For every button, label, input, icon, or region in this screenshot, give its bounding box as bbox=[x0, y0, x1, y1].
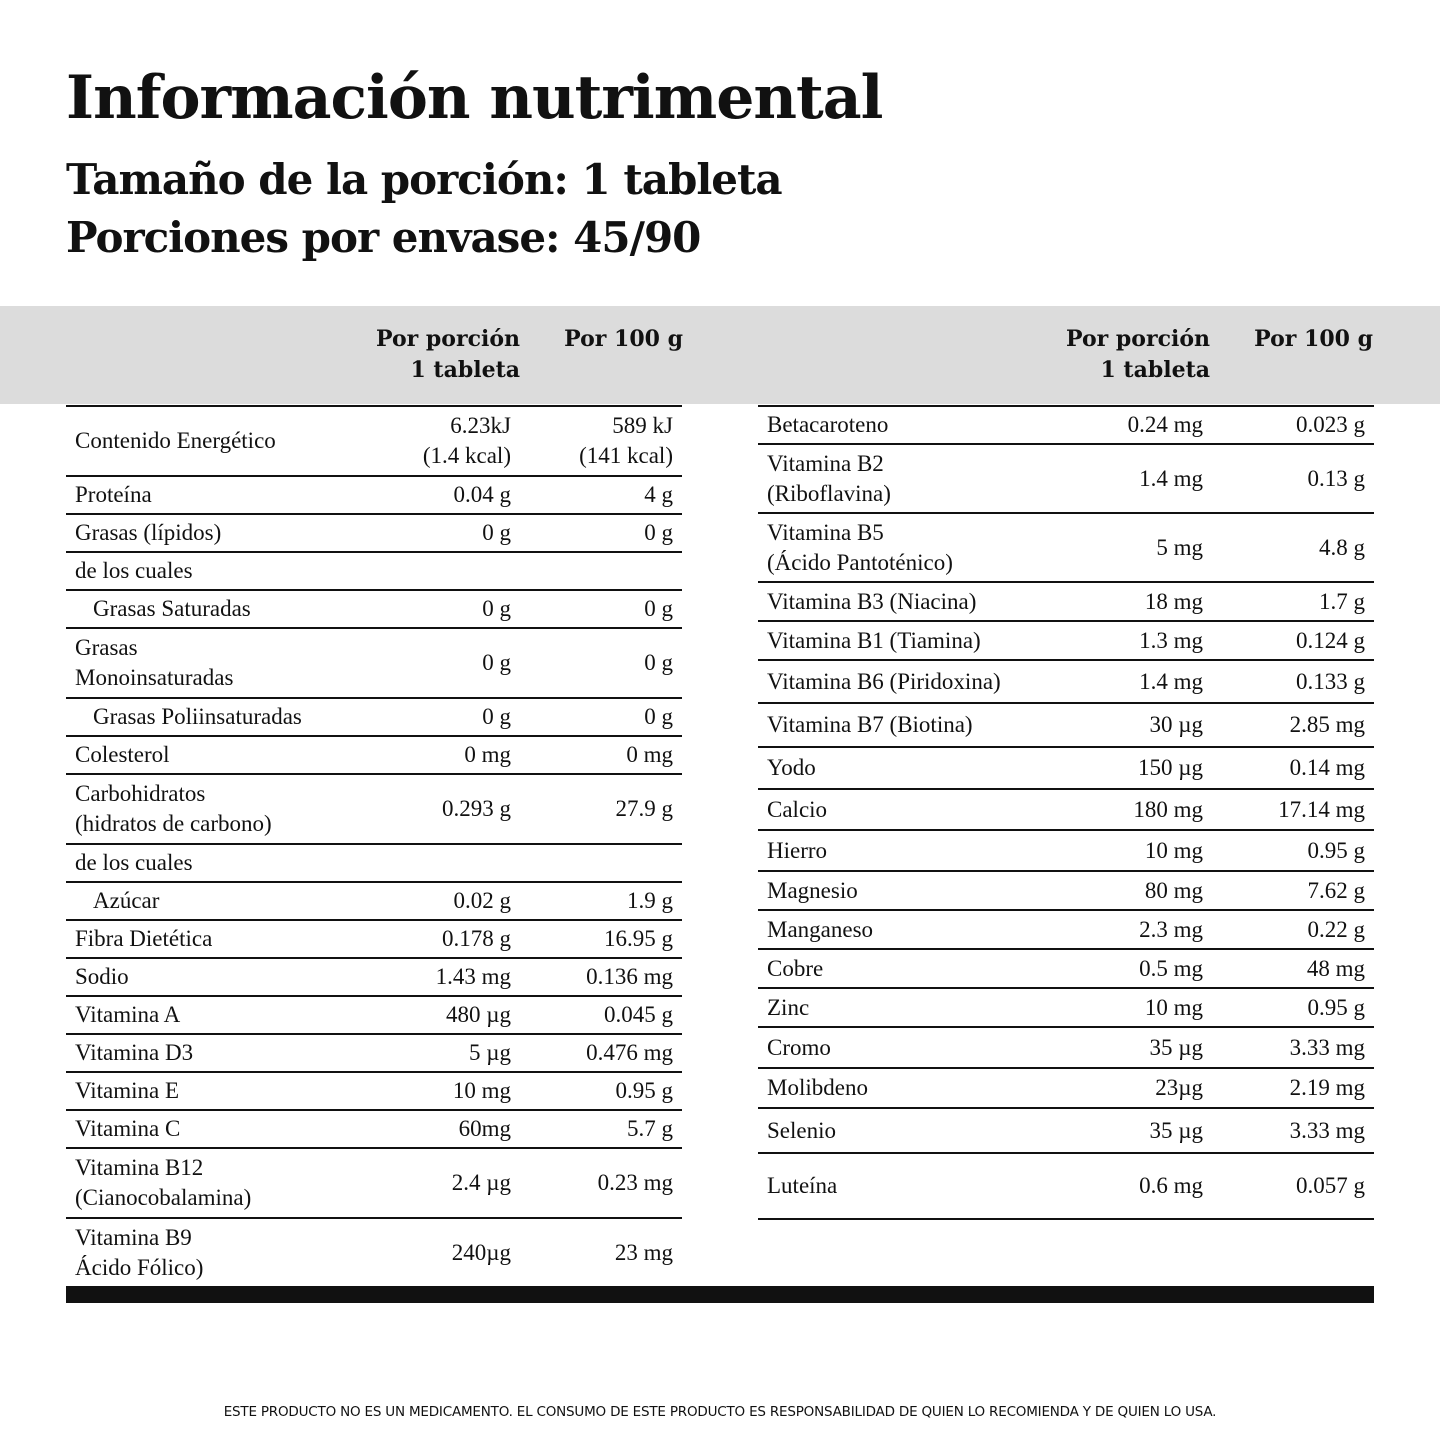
table-row bbox=[758, 622, 1374, 661]
per-serving-value: 2.4 µg bbox=[451, 1170, 511, 1195]
per-serving-value: 240µg bbox=[451, 1240, 511, 1265]
table-row bbox=[758, 661, 1374, 704]
per-100g-value: 2.85 mg bbox=[1289, 712, 1365, 737]
per-100g-value: 0 g bbox=[644, 520, 673, 545]
per-100g-value: 0.124 g bbox=[1296, 627, 1365, 653]
per-100g-value: 0.95 g bbox=[1307, 994, 1365, 1020]
page-title: Información nutrimental bbox=[66, 63, 883, 133]
per-serving-value: 0.24 mg bbox=[1127, 412, 1203, 437]
table-row bbox=[758, 911, 1374, 950]
nutrient-name: Vitamina E bbox=[75, 1078, 180, 1103]
per-serving-value: 6.23kJ (1.4 kcal) bbox=[422, 413, 511, 468]
nutrient-name: Contenido Energético bbox=[75, 428, 276, 453]
nutrient-name: Vitamina B7 (Biotina) bbox=[767, 712, 973, 737]
table-row bbox=[758, 407, 1374, 445]
table-row bbox=[66, 407, 682, 477]
nutrient-name: Selenio bbox=[767, 1117, 836, 1143]
per-100g-value: 0.023 g bbox=[1296, 412, 1365, 437]
nutrient-name: Magnesio bbox=[767, 877, 858, 903]
nutrient-name: Cobre bbox=[767, 955, 824, 981]
table-row bbox=[758, 445, 1374, 514]
per-100g-value: 2.19 mg bbox=[1289, 1075, 1365, 1100]
per-serving-value: 0.02 g bbox=[453, 888, 511, 913]
nutrient-name: Vitamina D3 bbox=[75, 1040, 194, 1065]
per-serving-value bbox=[396, 553, 511, 589]
nutrient-name: Luteína bbox=[767, 1173, 838, 1198]
per-serving-value: 0 mg bbox=[464, 742, 511, 767]
per-100g-value: 0.133 g bbox=[1296, 668, 1365, 694]
table-row bbox=[66, 845, 682, 883]
per-serving-label: Por porción bbox=[376, 326, 520, 352]
nutrient-name: Colesterol bbox=[75, 742, 170, 767]
table-row bbox=[758, 1109, 1374, 1154]
table-row bbox=[66, 959, 682, 997]
per-100g-value: 7.62 g bbox=[1307, 877, 1365, 903]
right-header-per-serving bbox=[1010, 324, 1210, 386]
per-serving-value: 2.3 mg bbox=[1139, 916, 1203, 942]
per-serving-value: 0.293 g bbox=[442, 796, 511, 821]
per-serving-value: 10 mg bbox=[1144, 837, 1203, 863]
per-100g-value: 4.8 g bbox=[1319, 534, 1365, 560]
footer-disclaimer: ESTE PRODUCTO NO ES UN MEDICAMENTO. EL CONSUMO DE ESTE PRODUCTO ES RESPONSABILIDAD DE QUIEN LO RECOMIENDA Y DE QUIEN LO USA. bbox=[223, 1404, 1217, 1420]
nutrient-name: de los cuales bbox=[75, 850, 193, 875]
per-100g-value: 0 g bbox=[644, 650, 673, 675]
table-header-band bbox=[0, 306, 1440, 404]
nutrient-name: Vitamina B12 (Cianocobalamina) bbox=[75, 1155, 252, 1210]
per-100g-value: 27.9 g bbox=[615, 796, 673, 821]
nutrient-name: Zinc bbox=[767, 994, 810, 1020]
per-100g-value: 3.33 mg bbox=[1289, 1034, 1365, 1060]
per-serving-value: 0 g bbox=[482, 650, 511, 675]
per-100g-value: 0 mg bbox=[626, 742, 673, 767]
per-100g-value: 0.95 g bbox=[615, 1078, 673, 1103]
per-100g-value: 0.22 g bbox=[1307, 916, 1365, 942]
per-serving-value: 0 g bbox=[482, 520, 511, 545]
per-serving-value: 0.04 g bbox=[453, 482, 511, 507]
table-row bbox=[66, 1073, 682, 1111]
table-row bbox=[66, 477, 682, 515]
left-header-per-100g bbox=[530, 324, 683, 355]
per-serving-value: 0.178 g bbox=[442, 926, 511, 951]
per-100g-value: 1.7 g bbox=[1319, 588, 1365, 614]
per-100g-value: 0 g bbox=[644, 596, 673, 621]
nutrient-name: Cromo bbox=[767, 1034, 831, 1060]
per-serving-value: 5 µg bbox=[468, 1040, 511, 1065]
nutrient-name: Vitamina B9 Ácido Fólico) bbox=[75, 1225, 204, 1280]
nutrient-name: Vitamina B5 (Ácido Pantoténico) bbox=[767, 519, 953, 575]
table-row bbox=[758, 1154, 1374, 1220]
per-serving-value: 35 µg bbox=[1149, 1034, 1203, 1060]
per-serving-value: 150 µg bbox=[1137, 755, 1203, 780]
nutrient-name: Molibdeno bbox=[767, 1075, 868, 1100]
per-serving-value: 480 µg bbox=[445, 1002, 511, 1027]
table-row bbox=[66, 883, 682, 921]
table-row bbox=[66, 699, 682, 737]
servings-per-container: Porciones por envase: 45/90 bbox=[66, 213, 701, 262]
table-row bbox=[66, 629, 682, 699]
per-serving-value: 1.4 mg bbox=[1139, 465, 1203, 491]
per-100g-value: 0.476 mg bbox=[586, 1040, 673, 1065]
table-row bbox=[66, 737, 682, 775]
nutrient-name: Vitamina A bbox=[75, 1002, 181, 1027]
per-serving-value: 1.3 mg bbox=[1139, 627, 1203, 653]
table-row bbox=[758, 748, 1374, 790]
nutrient-name: Carbohidratos (hidratos de carbono) bbox=[75, 781, 272, 836]
per-100g-value: 23 mg bbox=[614, 1240, 673, 1265]
table-row bbox=[758, 831, 1374, 872]
per-serving-value: 10 mg bbox=[452, 1078, 511, 1103]
per-serving-value: 1.4 mg bbox=[1139, 668, 1203, 694]
nutrient-name: de los cuales bbox=[75, 558, 193, 583]
per-100g-label: Por 100 g bbox=[564, 326, 683, 352]
nutrient-name: Vitamina B2 (Riboflavina) bbox=[767, 450, 891, 506]
per-serving-value: 18 mg bbox=[1144, 588, 1203, 614]
table-row bbox=[758, 583, 1374, 622]
nutrition-table-left bbox=[66, 405, 682, 1289]
per-serving-value bbox=[396, 845, 511, 881]
table-row bbox=[66, 1035, 682, 1073]
nutrient-name: Yodo bbox=[767, 755, 816, 780]
per-serving-value: 0.6 mg bbox=[1139, 1173, 1203, 1198]
left-header-per-serving bbox=[320, 324, 520, 386]
per-serving-label: Por porción bbox=[1066, 326, 1210, 352]
nutrient-name: Vitamina B6 (Piridoxina) bbox=[767, 668, 1001, 694]
nutrient-name: Sodio bbox=[75, 964, 129, 989]
table-row bbox=[66, 997, 682, 1035]
nutrient-name: Grasas Saturadas bbox=[93, 596, 251, 621]
serving-size: Tamaño de la porción: 1 tableta bbox=[66, 155, 782, 204]
nutrient-name: Betacaroteno bbox=[767, 412, 889, 437]
per-serving-value: 180 mg bbox=[1133, 796, 1203, 822]
nutrient-name: Proteína bbox=[75, 482, 152, 507]
per-serving-value: 35 µg bbox=[1149, 1117, 1203, 1143]
per-100g-value: 1.9 g bbox=[627, 888, 673, 913]
nutrient-name: Grasas Poliinsaturadas bbox=[93, 704, 302, 729]
nutrient-name: Vitamina C bbox=[75, 1116, 181, 1141]
table-row bbox=[758, 704, 1374, 748]
table-row bbox=[66, 1219, 682, 1289]
table-row bbox=[66, 591, 682, 629]
nutrition-table-right bbox=[758, 405, 1374, 1220]
per-100g-value: 3.33 mg bbox=[1289, 1117, 1365, 1143]
table-row bbox=[758, 514, 1374, 583]
table-bottom-bar bbox=[66, 1286, 1374, 1303]
per-serving-value: 10 mg bbox=[1144, 994, 1203, 1020]
per-serving-value: 60mg bbox=[458, 1116, 511, 1141]
nutrient-name: Hierro bbox=[767, 837, 828, 863]
per-serving-value: 0 g bbox=[482, 596, 511, 621]
per-100g-value: 48 mg bbox=[1306, 955, 1365, 981]
per-serving-value: 0.5 mg bbox=[1139, 955, 1203, 981]
per-100g-value: 17.14 mg bbox=[1278, 796, 1365, 822]
nutrient-name: Vitamina B3 (Niacina) bbox=[767, 588, 977, 614]
table-row bbox=[758, 1028, 1374, 1069]
per-serving-value: 80 mg bbox=[1144, 877, 1203, 903]
per-100g-value: 16.95 g bbox=[604, 926, 673, 951]
nutrient-name: Manganeso bbox=[767, 916, 874, 942]
per-serving-unit-label: 1 tableta bbox=[410, 357, 520, 383]
table-row bbox=[758, 872, 1374, 911]
table-row bbox=[66, 515, 682, 553]
nutrient-name: Calcio bbox=[767, 796, 828, 822]
per-100g-value: 0.23 mg bbox=[597, 1170, 673, 1195]
per-100g-value: 5.7 g bbox=[627, 1116, 673, 1141]
table-row bbox=[66, 921, 682, 959]
per-100g-value bbox=[526, 553, 673, 589]
per-100g-value: 4 g bbox=[644, 482, 673, 507]
per-100g-value: 589 kJ (141 kcal) bbox=[579, 413, 673, 468]
per-100g-value: 0.13 g bbox=[1307, 465, 1365, 491]
table-row bbox=[758, 1069, 1374, 1109]
per-100g-value: 0.14 mg bbox=[1289, 755, 1365, 780]
per-100g-value: 0.136 mg bbox=[586, 964, 673, 989]
per-serving-unit-label: 1 tableta bbox=[1100, 357, 1210, 383]
table-row bbox=[758, 790, 1374, 831]
table-row bbox=[758, 989, 1374, 1028]
per-serving-value: 30 µg bbox=[1149, 712, 1203, 737]
per-100g-value: 0 g bbox=[644, 704, 673, 729]
nutrient-name: Grasas (lípidos) bbox=[75, 520, 222, 545]
per-100g-value: 0.057 g bbox=[1296, 1173, 1365, 1198]
table-row bbox=[66, 553, 682, 591]
per-serving-value: 1.43 mg bbox=[435, 964, 511, 989]
per-serving-value: 23µg bbox=[1155, 1075, 1203, 1100]
per-serving-value: 0 g bbox=[482, 704, 511, 729]
nutrient-name: Vitamina B1 (Tiamina) bbox=[767, 627, 981, 653]
nutrient-name: Grasas Monoinsaturadas bbox=[75, 635, 234, 690]
right-header-per-100g bbox=[1220, 324, 1373, 355]
per-100g-value: 0.95 g bbox=[1307, 837, 1365, 863]
per-serving-value: 5 mg bbox=[1156, 534, 1203, 560]
nutrient-name: Fibra Dietética bbox=[75, 926, 213, 951]
table-row bbox=[66, 775, 682, 845]
table-row bbox=[758, 950, 1374, 989]
nutrient-name: Azúcar bbox=[93, 888, 160, 913]
table-row bbox=[66, 1111, 682, 1149]
per-100g-label: Por 100 g bbox=[1254, 326, 1373, 352]
per-100g-value: 0.045 g bbox=[604, 1002, 673, 1027]
per-100g-value bbox=[526, 845, 673, 881]
table-row bbox=[66, 1149, 682, 1219]
